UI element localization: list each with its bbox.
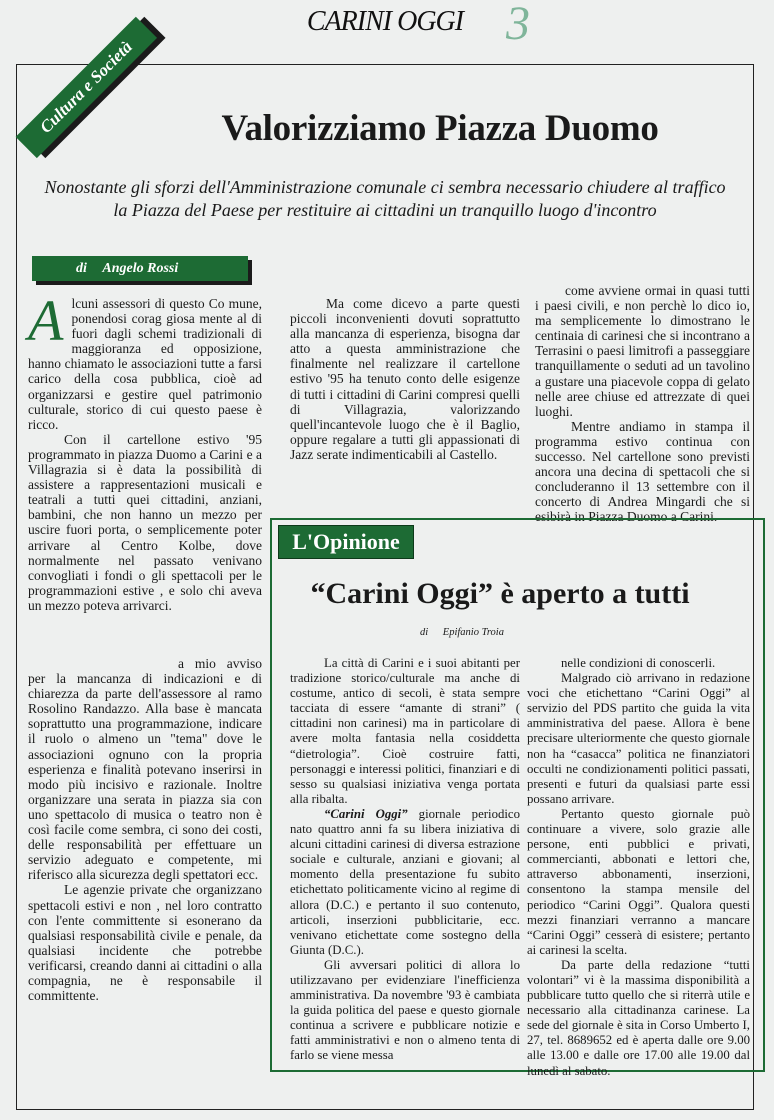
page-number: 3	[506, 0, 530, 50]
article-column-3	[535, 283, 750, 525]
article-byline	[32, 256, 248, 281]
paragraph: Le agenzie private che organizzano spettacoli estivi e non , nel loro contratto con l'ente committente si esonerano da qualsiasi responsabilità civile e penale, da qualsiasi incidente che potrebbe verificarsi, creando danni ai cittadini o alla compagnia, ne è responsabile il committente.	[28, 882, 262, 1004]
paragraph: come avviene ormai in quasi tutti i paesi civili, e non perchè lo dico io, ma semplicemente lo dimostrano le centinaia di carinesi che si incontrano a Terrasini o paesi limitrofi a passeggiare tranquillamente o seduti ad un tavolino a gustare una piacevole coppa di gelato nelle aree chiuse ed attrezzate di quei luoghi.	[535, 283, 750, 419]
article-title: Valorizziamo Piazza Duomo	[221, 108, 659, 149]
paragraph: Da parte della redazione “tutti volontari” vi è la massima disponibilità a pubblicare tutto quello che si riterrà utile e necessario alla cittadinanza carinese. La sede del giornale è sita in Corso Umberto I, 27, tel. 8689652 ed è aperta dalle ore 9.00 alle 13.00 e dalle ore 17.00 alle 19.00 dal lunedì al sabato.	[527, 957, 750, 1078]
masthead	[270, 0, 530, 50]
paragraph: Pertanto questo giornale può continuare a vivere, solo grazie alle persone, enti pubblici e privati, commercianti, abbonati e lettori che, attraverso abbonamenti, inserzioni, consentono la stampa mensile del periodico “Carini Oggi”. Qualora questi mezzi finanziari verranno a mancare “Carini Oggi” cesserà di esistere; pertanto ai carinesi la scelta.	[527, 806, 750, 957]
article-column-1-continued	[28, 656, 262, 1003]
opinion-title: “Carini Oggi” è aperto a tutti	[310, 577, 690, 610]
opinion-label: L'Opinione	[278, 525, 414, 559]
section-tag-label: Cultura e Società	[16, 17, 157, 158]
opinion-column-1	[290, 656, 520, 1064]
paragraph: Con il cartellone estivo '95 programmato in piazza Duomo a Carini e a Villagrazia si è data la possibilità di assistere a rappresentazioni musicali e teatrali a tutti quei cittadini, anziani, bambini, che non hanno un mezzo per uscire fuori porta, o semplicemente poter arrivare al Centro Kolbe, dove normalmente nel passato venivano convogliati i fondi o gli spettacoli per le programmazioni estive , e solo chi aveva un mezzo poteva arrivarci.	[28, 431, 262, 613]
byline-prefix: di	[420, 627, 429, 638]
paragraph: nelle condizioni di conoscerli.	[561, 656, 716, 670]
paragraph-text: giornale periodico nato quattro anni fa su libera iniziativa di alcuni cittadini carinesi di diversa estrazione sociale e culturale, anziani e giovani; al momento della presentazione fu subito etichettato politicamente vicino al regime di allora (D.C.) e pertanto il suo contenuto, articoli, inserzioni pubblicitarie, ecc. venivano etichettate come sostegno della Giunta (D.C.).	[290, 806, 521, 957]
paragraph: a mio avviso per la mancanza di indicazioni e di chiarezza da parte dell'assessore al ramo Rosolino Randazzo. Alla base è mancata soprattutto una programmazione, indicare il ruolo o almeno un "tema" dove le associazioni ognuno con la propria esperienza e finalità potevano inserirsi in modo più incisivo e razionale. Inoltre organizzare una serata in piazza sia con uno spettacolo di musica o teatro non è così facile come sembra, ci sono dei costi, delle responsabilità per effettuare un servizio adeguato e competente, mi riferisco alla sicurezza degli spettatori ecc.	[28, 656, 262, 883]
byline-author: Angelo Rossi	[102, 261, 179, 276]
article-subtitle: Nonostante gli sforzi dell'Amministrazione comunale ci sembra necessario chiudere al traffico la Piazza del Paese per restituire ai cittadini un tranquillo luogo d'incontro	[44, 177, 726, 220]
opinion-byline	[420, 627, 620, 638]
opinion-column-2	[527, 656, 750, 1079]
paragraph: Malgrado ciò arrivano in redazione voci che etichettano “Carini Oggi” al servizio del PDS partito che guida la vita amministrativa del paese. Allora è bene precisare ulteriormente che questo giornale non ha “casacca” politica ne finanziatori occulti ne condizionamenti politici passati, presenti e futuri da qualsiasi parte essi possano arrivare.	[527, 671, 750, 806]
masthead-title: CARINI OGGI	[306, 6, 464, 37]
byline-author: Epifanio Troia	[442, 627, 504, 638]
article-column-1	[28, 288, 262, 613]
drop-cap: A	[28, 288, 64, 353]
byline-prefix: di	[76, 261, 87, 276]
paragraph: Gli avversari politici di allora lo utilizzavano per evidenziare l'inefficienza amministrativa. Da novembre '93 è cambiata la guida politica del paese e questo giornale continua a scrivere e pubblicare notizie e fatti amministrativi e non o almeno tenta di farlo se viene messa	[290, 957, 520, 1063]
newspaper-name: “Carini Oggi”	[324, 806, 408, 821]
paragraph: lcuni assessori di questo Co mune, ponendosi corag giosa mente al di fuori dagli schemi tradizionali di maggioranza ed opposizione, hanno chiamato le associazioni tutte a farsi carico della cosa pubblica, cioè ad organizzarsi e gestire quel patrimonio culturale, storico di cui questo paese è ricco.	[28, 296, 262, 432]
article-column-2	[290, 296, 520, 462]
paragraph: La città di Carini e i suoi abitanti per tradizione storico/culturale ma anche di costume, antico di secoli, è stata sempre tacciata di essere “amante di strani” ( cittadini non carinesi) ma in particolare di avere molta fantasia nella cosiddetta “dietrologia”. Cioè costruire fatti, personaggi e interessi politici, finanziari e di sesso su qualsiasi iniziativa venga portata alla ribalta.	[290, 656, 520, 806]
paragraph: Mentre andiamo in stampa il programma estivo continua con successo. Nel cartellone sono previsti ancora una decina di spettacoli che si concluderanno il 13 settembre con il concerto di Andrea Mingardi che si esibirà in Piazza Duomo a Carini.	[535, 418, 750, 525]
paragraph: Ma come dicevo a parte questi piccoli inconvenienti dovuti soprattutto alla mancanza di esperienza, bisogna dar atto a questa amministrazione che finalmente nel realizzare il cartellone estivo '95 ha tenuto conto delle esigenze di tutti i cittadini di Carini compresi quelli di Villagrazia, valorizzando quell'incantevole luogo che è il Baglio, oppure regalare a tutti gli appassionati di Jazz serate indimenticabili al Castello.	[290, 296, 520, 462]
paragraph	[290, 807, 520, 958]
